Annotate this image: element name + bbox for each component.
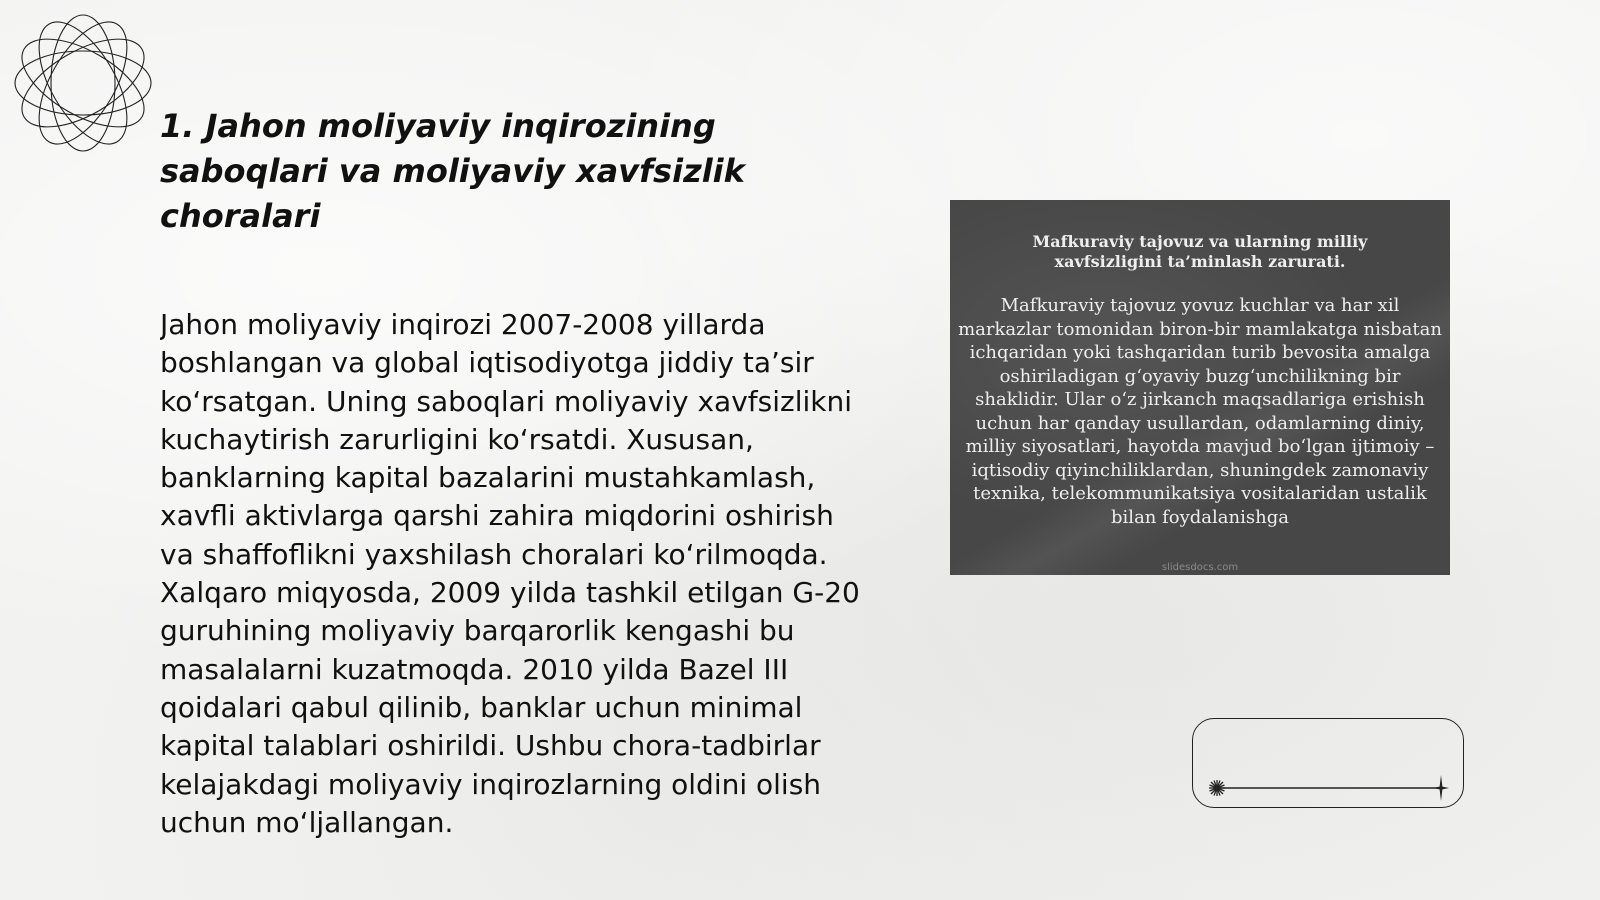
starburst-icon	[1209, 780, 1225, 796]
quote-body: Mafkuraviy tajovuz yovuz kuchlar va har xil markazlar tomonidan biron-bir mamlakatga nisbatan ichqaridan yoki tashqaridan turib bevosita amalga oshiriladigan g‘oyaviy buzg‘unchilikning bir shaklidir. Ular o‘z jirkanch maqsadlariga erishish uchun har qanday usullardan, odamlarning diniy, milliy siyosatlari, hayotda mavjud bo‘lgan ijtimoiy – iqtisodiy qiyinchiliklardan, shuningdek zamonaviy texnika, telekommunikatsiya vositalaridan ustalik bilan foydalanishga	[958, 295, 1442, 528]
quote-box	[950, 200, 1450, 575]
slide-title: 1. Jahon moliyaviy inqirozining saboqlari va moliyaviy xavfsizlik choralari	[160, 107, 745, 235]
quote-title: Mafkuraviy tajovuz va ularning milliy xavfsizligini ta’minlash zarurati.	[1032, 232, 1368, 271]
body-paragraph: Jahon moliyaviy inqirozi 2007-2008 yillarda boshlangan va global iqtisodiyotga jiddiy ta’sir ko‘rsatgan. Uning saboqlari moliyaviy xavfsizlikni kuchaytirish zarurligini ko‘rsatdi. Xususan, banklarning kapital bazalarini mustahkamlash, xavfli aktivlarga qarshi zahira miqdorini oshirish va shaffoflikni yaxshilash choralari ko‘rilmoqda. Xalqaro miqyosda, 2009 yilda tashkil etilgan G-20 guruhining moliyaviy barqarorlik kengashi bu masalalarni kuzatmoqda. 2010 yilda Bazel III qoidalari qabul qilinib, banklar uchun minimal kapital talablari oshirildi. Ushbu chora-tadbirlar kelajakdagi moliyaviy inqirozlarning oldini olish uchun mo‘ljallangan.	[160, 308, 860, 839]
orbital-rings-icon	[10, 10, 156, 156]
quote-watermark: slidesdocs.com	[1161, 562, 1239, 573]
cross-spark-icon	[1433, 775, 1449, 801]
decorative-frame	[1192, 718, 1464, 808]
